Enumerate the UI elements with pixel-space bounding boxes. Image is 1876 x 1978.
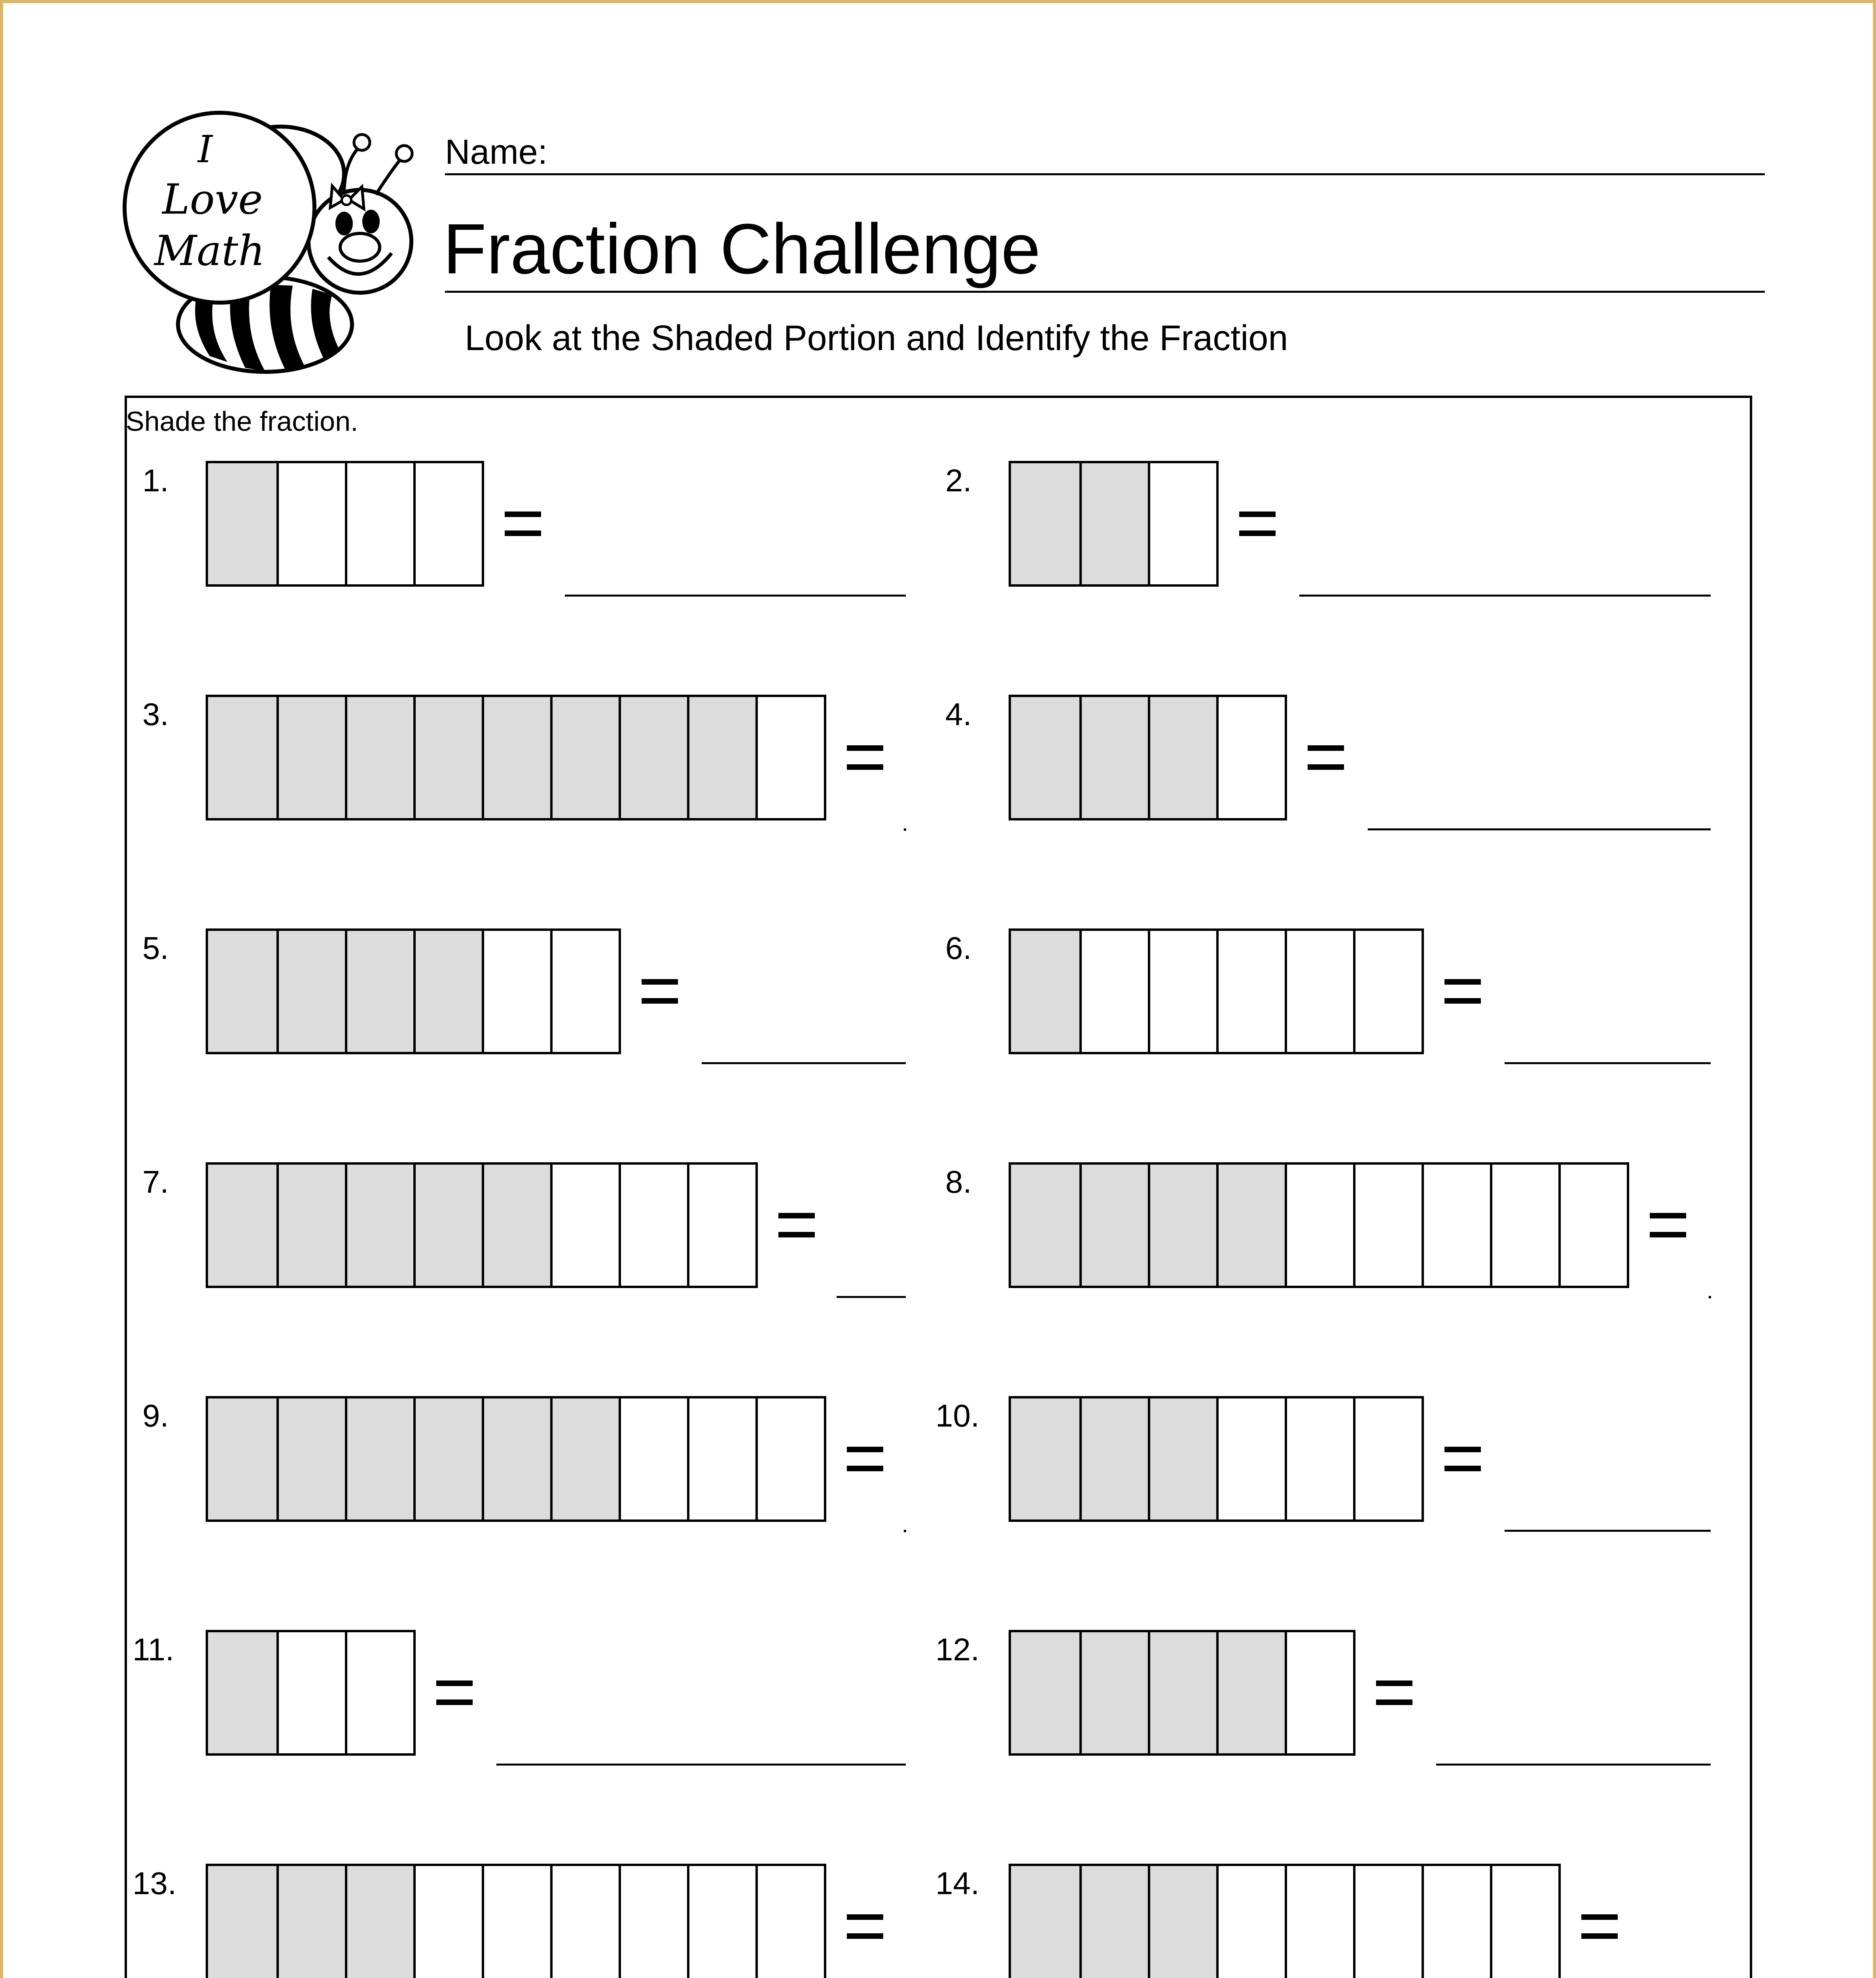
shaded-cell[interactable]	[550, 697, 619, 818]
shaded-cell[interactable]	[687, 697, 755, 818]
fraction-bar	[206, 1864, 826, 1978]
empty-cell[interactable]	[1422, 1866, 1490, 1978]
empty-cell[interactable]	[1216, 697, 1285, 818]
problem-number: 3.	[142, 697, 169, 732]
empty-cell[interactable]	[1148, 463, 1216, 584]
shaded-cell[interactable]	[276, 931, 345, 1052]
instructions-text: Shade the fraction.	[126, 406, 358, 437]
logo-line2: Love	[162, 175, 263, 224]
equals-sign	[642, 979, 678, 1004]
empty-cell[interactable]	[687, 1866, 755, 1978]
empty-cell[interactable]	[413, 463, 482, 584]
name-answer-line[interactable]	[445, 173, 1765, 175]
shaded-cell[interactable]	[550, 1398, 619, 1519]
shaded-cell[interactable]	[482, 1398, 550, 1519]
shaded-cell[interactable]	[1011, 1398, 1079, 1519]
empty-cell[interactable]	[1285, 1632, 1353, 1753]
empty-cell[interactable]	[687, 1398, 755, 1519]
answer-line[interactable]	[702, 1062, 906, 1064]
shaded-cell[interactable]	[1216, 1632, 1285, 1753]
shaded-cell[interactable]	[1079, 1632, 1148, 1753]
answer-line[interactable]	[1436, 1764, 1711, 1766]
answer-mark[interactable]	[904, 1530, 906, 1532]
shaded-cell[interactable]	[208, 697, 276, 818]
equals-sign	[778, 1213, 815, 1237]
shaded-cell[interactable]	[482, 697, 550, 818]
empty-cell[interactable]	[619, 1398, 687, 1519]
shaded-cell[interactable]	[1148, 1866, 1216, 1978]
shaded-cell[interactable]	[208, 1632, 276, 1753]
fraction-bar	[206, 928, 621, 1054]
shaded-cell[interactable]	[1079, 463, 1148, 584]
shaded-cell[interactable]	[276, 1398, 345, 1519]
problem-number: 10.	[935, 1398, 980, 1433]
problem-number: 12.	[935, 1632, 980, 1667]
empty-cell[interactable]	[550, 931, 619, 1052]
empty-cell[interactable]	[482, 931, 550, 1052]
shaded-cell[interactable]	[208, 1398, 276, 1519]
shaded-cell[interactable]	[1148, 697, 1216, 818]
shaded-cell[interactable]	[208, 1165, 276, 1286]
empty-cell[interactable]	[755, 1866, 824, 1978]
empty-cell[interactable]	[1490, 1866, 1558, 1978]
fraction-bar	[1009, 1864, 1561, 1978]
empty-cell[interactable]	[1079, 931, 1148, 1052]
empty-cell[interactable]	[550, 1165, 619, 1286]
shaded-cell[interactable]	[1079, 1398, 1148, 1519]
empty-cell[interactable]	[1148, 931, 1216, 1052]
equals-sign	[847, 1447, 883, 1471]
problem-number: 8.	[945, 1164, 972, 1199]
empty-cell[interactable]	[1422, 1165, 1490, 1286]
problem-number: 11.	[133, 1632, 174, 1667]
shaded-cell[interactable]	[345, 1866, 413, 1978]
shaded-cell[interactable]	[276, 1866, 345, 1978]
problem-number: 1.	[142, 463, 169, 498]
shaded-cell[interactable]	[276, 697, 345, 818]
shaded-cell[interactable]	[1216, 1165, 1285, 1286]
empty-cell[interactable]	[550, 1866, 619, 1978]
shaded-cell[interactable]	[1079, 697, 1148, 818]
shaded-cell[interactable]	[1011, 1632, 1079, 1753]
shaded-cell[interactable]	[1011, 1866, 1079, 1978]
answer-line[interactable]	[1299, 595, 1711, 597]
empty-cell[interactable]	[1353, 1398, 1422, 1519]
shaded-cell[interactable]	[345, 931, 413, 1052]
shaded-cell[interactable]	[1148, 1632, 1216, 1753]
answer-line[interactable]	[837, 1296, 906, 1298]
empty-cell[interactable]	[1490, 1165, 1558, 1286]
shaded-cell[interactable]	[208, 463, 276, 584]
empty-cell[interactable]	[1558, 1165, 1627, 1286]
equals-sign	[847, 1914, 883, 1939]
fraction-bar	[1009, 1396, 1424, 1522]
page-subtitle: Look at the Shaded Portion and Identify the Fraction	[465, 318, 1288, 358]
fraction-bar	[206, 1630, 416, 1756]
empty-cell[interactable]	[755, 1398, 824, 1519]
shaded-cell[interactable]	[413, 931, 482, 1052]
shaded-cell[interactable]	[1011, 463, 1079, 584]
empty-cell[interactable]	[1353, 931, 1422, 1052]
problem-number: 9.	[142, 1398, 169, 1433]
empty-cell[interactable]	[1216, 931, 1285, 1052]
empty-cell[interactable]	[1353, 1165, 1422, 1286]
logo-line1: I	[198, 128, 213, 171]
shaded-cell[interactable]	[482, 1165, 550, 1286]
shaded-cell[interactable]	[1011, 697, 1079, 818]
empty-cell[interactable]	[276, 463, 345, 584]
shaded-cell[interactable]	[1148, 1398, 1216, 1519]
shaded-cell[interactable]	[1011, 931, 1079, 1052]
page-title: Fraction Challenge	[443, 209, 1041, 289]
fraction-bar	[1009, 461, 1219, 587]
equals-sign	[1581, 1914, 1618, 1939]
empty-cell[interactable]	[276, 1632, 345, 1753]
shaded-cell[interactable]	[345, 1165, 413, 1286]
empty-cell[interactable]	[619, 1165, 687, 1286]
shaded-cell[interactable]	[345, 1398, 413, 1519]
empty-cell[interactable]	[1216, 1866, 1285, 1978]
answer-line[interactable]	[496, 1764, 906, 1766]
fraction-bar	[1009, 928, 1424, 1054]
logo-line3: Math	[154, 227, 265, 275]
answer-line[interactable]	[565, 595, 906, 597]
shaded-cell[interactable]	[1011, 1165, 1079, 1286]
shaded-cell[interactable]	[1079, 1866, 1148, 1978]
empty-cell[interactable]	[413, 1866, 482, 1978]
shaded-cell[interactable]	[413, 697, 482, 818]
answer-line[interactable]	[1505, 1062, 1711, 1064]
empty-cell[interactable]	[1285, 931, 1353, 1052]
equals-sign	[847, 745, 883, 770]
equals-sign	[436, 1681, 473, 1705]
fraction-bar	[1009, 1162, 1629, 1288]
empty-cell[interactable]	[345, 1632, 413, 1753]
equals-sign	[1444, 979, 1481, 1004]
fraction-bar	[206, 695, 826, 820]
answer-line[interactable]	[1368, 828, 1711, 830]
empty-cell[interactable]	[1285, 1398, 1353, 1519]
answer-line[interactable]	[1505, 1530, 1711, 1532]
problem-number: 14.	[935, 1866, 980, 1901]
problem-number: 6.	[945, 930, 972, 966]
title-underline	[445, 291, 1765, 293]
problem-number: 7.	[142, 1164, 169, 1199]
problem-number: 2.	[945, 463, 972, 498]
shaded-cell[interactable]	[1079, 1165, 1148, 1286]
empty-cell[interactable]	[619, 1866, 687, 1978]
empty-cell[interactable]	[1285, 1165, 1353, 1286]
problem-number: 13.	[133, 1866, 177, 1901]
equals-sign	[505, 512, 541, 536]
empty-cell[interactable]	[1285, 1866, 1353, 1978]
empty-cell[interactable]	[482, 1866, 550, 1978]
equals-sign	[1239, 512, 1276, 536]
equals-sign	[1650, 1213, 1686, 1237]
fraction-bar	[206, 1162, 758, 1288]
fraction-bar	[1009, 1630, 1355, 1756]
answer-mark[interactable]	[904, 828, 906, 831]
equals-sign	[1444, 1447, 1481, 1471]
shaded-cell[interactable]	[276, 1165, 345, 1286]
empty-cell[interactable]	[1216, 1398, 1285, 1519]
problem-number: 4.	[945, 697, 972, 732]
empty-cell[interactable]	[687, 1165, 755, 1286]
empty-cell[interactable]	[345, 463, 413, 584]
shaded-cell[interactable]	[413, 1398, 482, 1519]
problem-number: 5.	[142, 930, 169, 966]
empty-cell[interactable]	[1353, 1866, 1422, 1978]
fraction-bar	[206, 1396, 826, 1522]
equals-sign	[1376, 1681, 1412, 1705]
shaded-cell[interactable]	[619, 697, 687, 818]
equals-sign	[1308, 745, 1344, 770]
i-love-math-bee-logo	[107, 103, 415, 380]
name-label: Name:	[445, 132, 548, 171]
empty-cell[interactable]	[755, 697, 824, 818]
fraction-bar	[206, 461, 484, 587]
shaded-cell[interactable]	[208, 931, 276, 1052]
shaded-cell[interactable]	[1148, 1165, 1216, 1286]
shaded-cell[interactable]	[208, 1866, 276, 1978]
shaded-cell[interactable]	[413, 1165, 482, 1286]
shaded-cell[interactable]	[345, 697, 413, 818]
fraction-bar	[1009, 695, 1287, 820]
answer-mark[interactable]	[1709, 1296, 1711, 1298]
